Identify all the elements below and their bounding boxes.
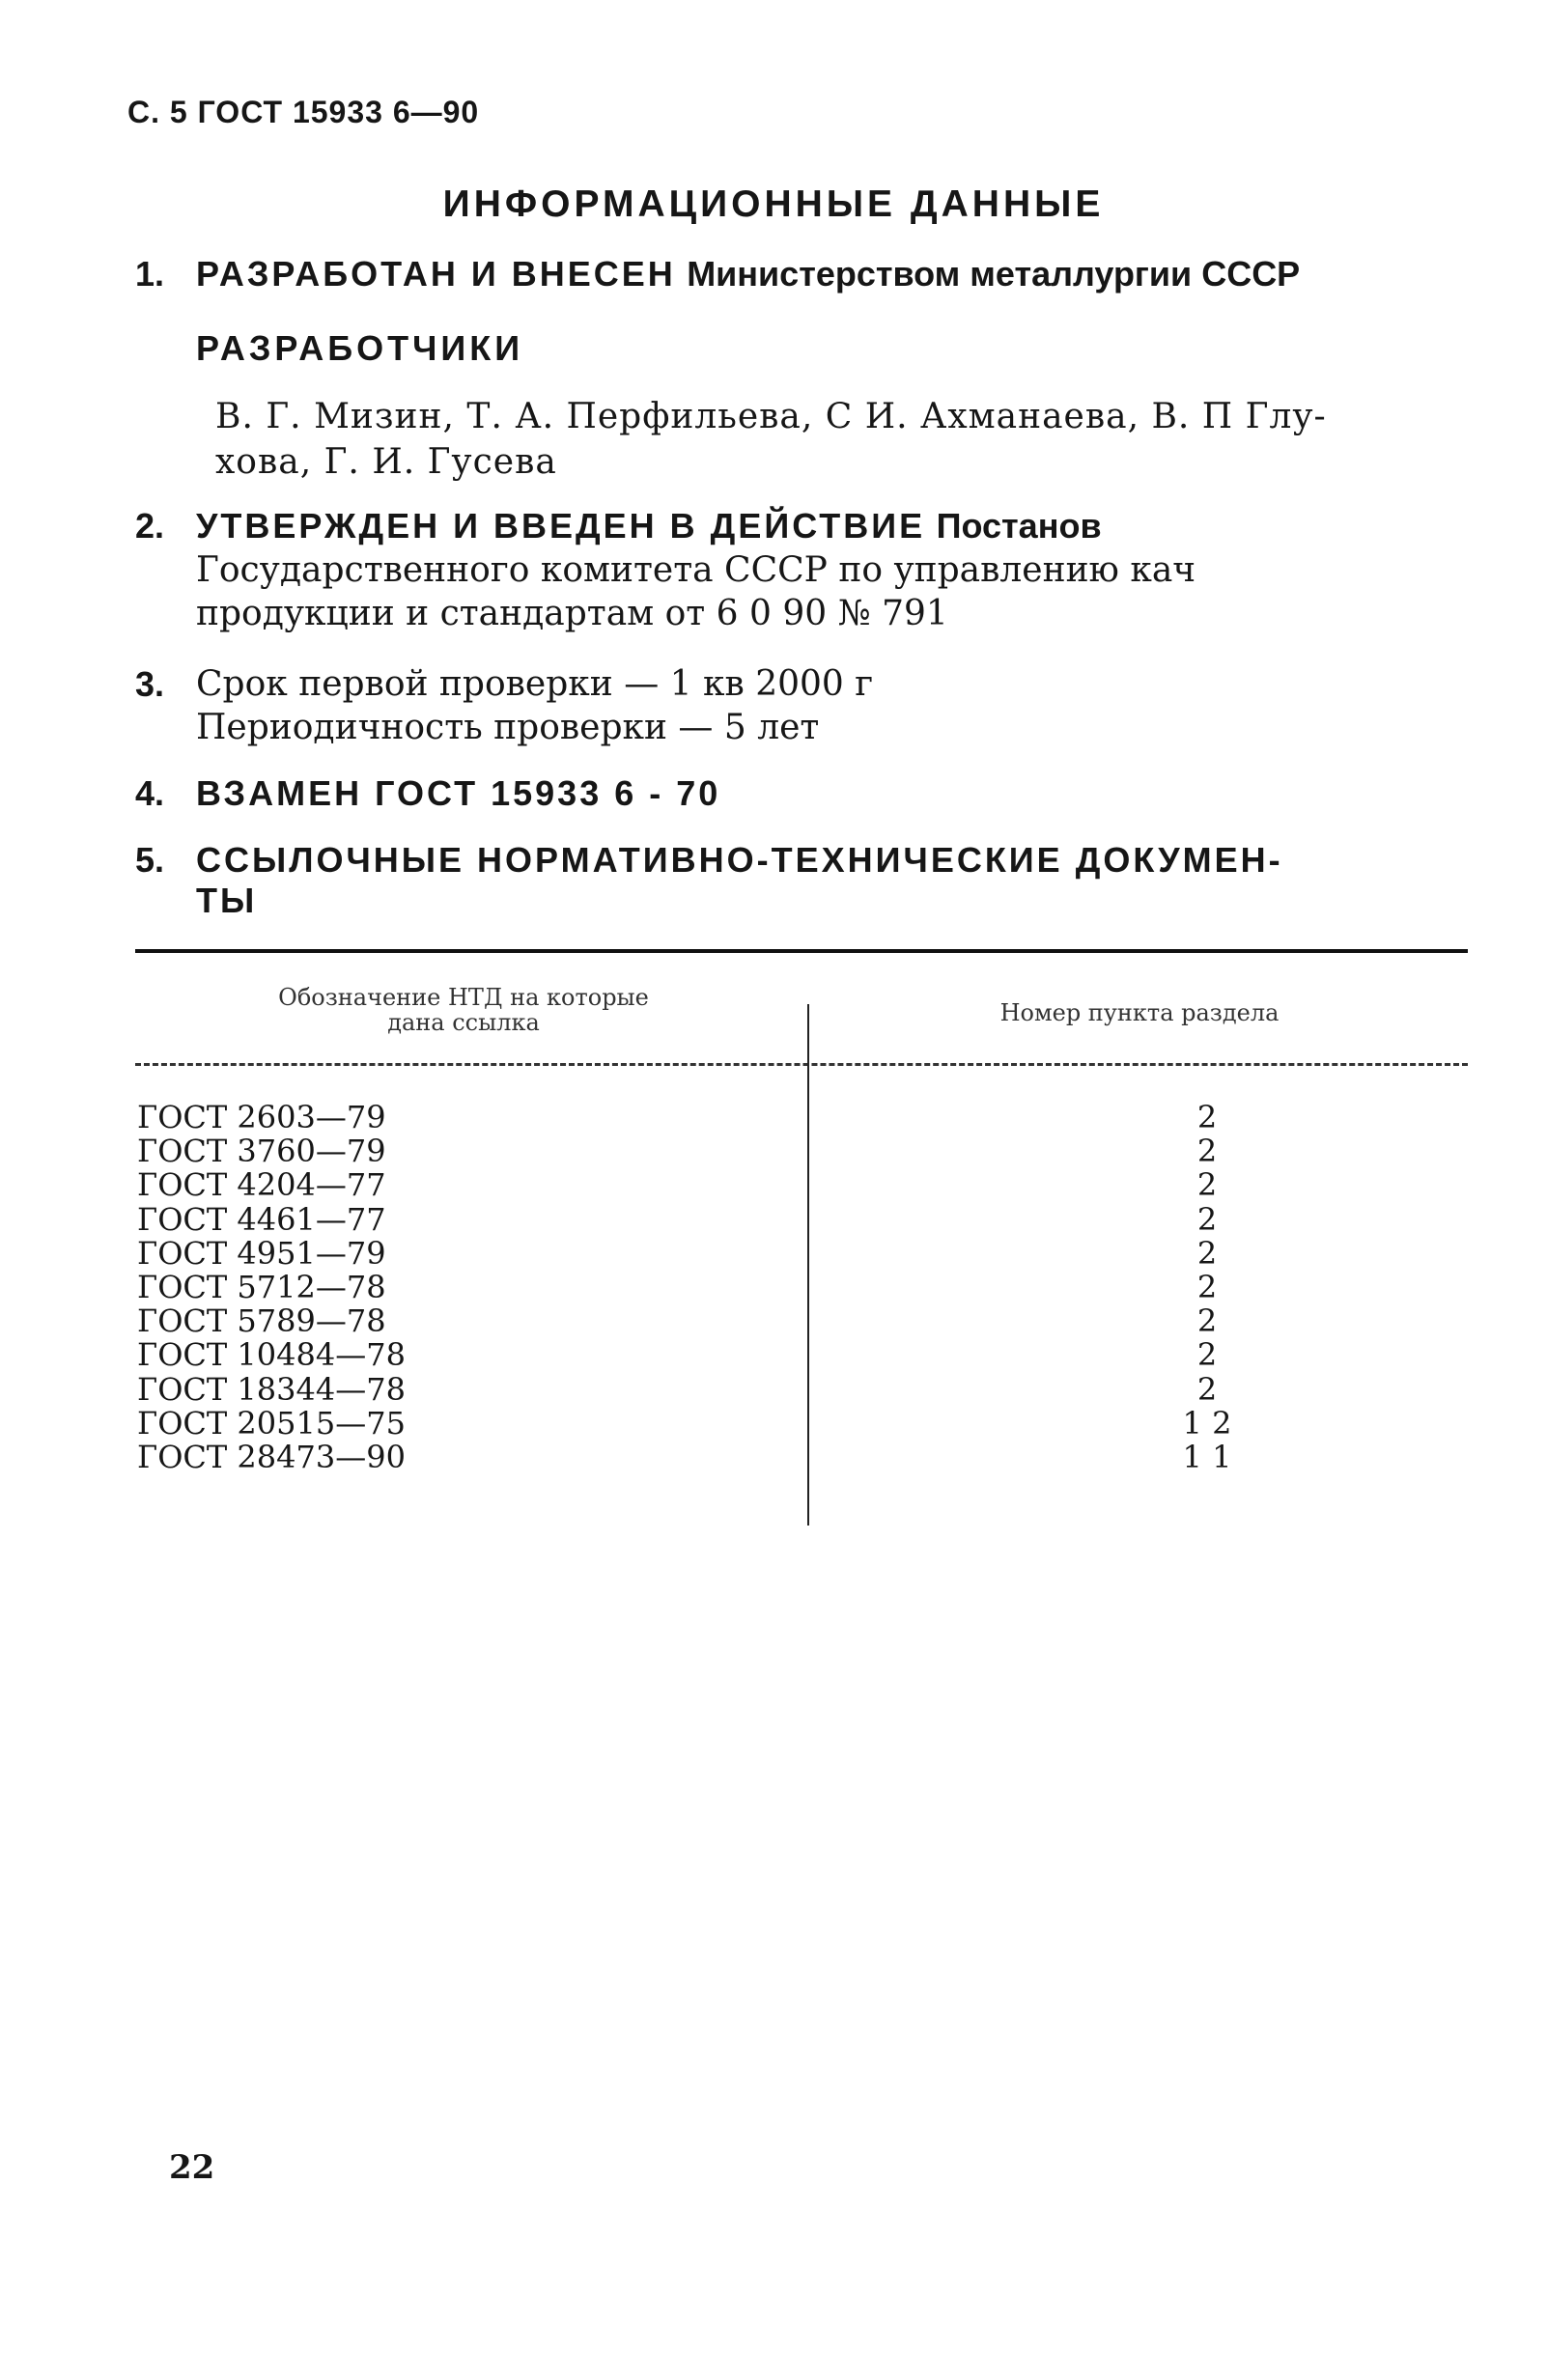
item-text: Постанов — [936, 506, 1102, 546]
item-caps-text: ТЫ — [196, 881, 258, 920]
table-row — [137, 1404, 1470, 1442]
table-cell-code: ГОСТ 5712—78 — [137, 1268, 386, 1305]
table-header-line: Обозначение НТД на которые — [278, 984, 649, 1011]
item-number: 1. — [135, 254, 165, 294]
item-number: 4. — [135, 773, 165, 813]
developers-line: В. Г. Мизин, Т. А. Перфильева, С И. Ахманаева, В. П Глу- — [215, 397, 1327, 436]
table-row — [137, 1101, 1470, 1134]
table-cell-clause: 2 — [1196, 1099, 1218, 1135]
table-cell-clause: 2 — [1196, 1336, 1218, 1374]
developers-line: хова, Г. И. Гусева — [215, 442, 557, 482]
document-title: ИНФОРМАЦИОННЫЕ ДАННЫЕ — [442, 183, 1105, 225]
table-cell-clause: 2 — [1196, 1200, 1218, 1238]
item-text: Министерством металлургии СССР — [687, 254, 1301, 294]
table-cell-clause: 2 — [1196, 1166, 1218, 1204]
item-text-line: Срок первой проверки — 1 кв 2000 г — [196, 664, 874, 704]
item-caps-text: ССЫЛОЧНЫЕ НОРМАТИВНО-ТЕХНИЧЕСКИЕ ДОКУМЕН- — [196, 840, 1283, 880]
table-row — [137, 1134, 1470, 1168]
item-number: 5. — [135, 840, 165, 880]
table-cell-clause: 2 — [1196, 1302, 1218, 1340]
table-cell-clause: 2 — [1196, 1234, 1218, 1272]
item-number: 2. — [135, 506, 165, 546]
developers-heading: РАЗРАБОТЧИКИ — [196, 328, 524, 368]
table-cell-code: ГОСТ 5789—78 — [137, 1302, 386, 1340]
table-row — [137, 1438, 1470, 1475]
table-row — [137, 1370, 1470, 1408]
table-cell-clause: 1 1 — [1182, 1438, 1232, 1475]
table-top-rule — [135, 949, 1468, 953]
item-caps-text: РАЗРАБОТАН И ВНЕСЕН — [196, 254, 676, 294]
table-cell-code: ГОСТ 2603—79 — [137, 1099, 386, 1135]
item-caps-text: ВЗАМЕН ГОСТ 15933 6 - 70 — [196, 773, 721, 813]
item-text-line: продукции и стандартам от 6 0 90 № 791 — [196, 594, 948, 633]
table-cell-code: ГОСТ 28473—90 — [137, 1438, 406, 1475]
table-cell-code: ГОСТ 10484—78 — [137, 1336, 406, 1374]
table-row — [137, 1304, 1470, 1338]
table-row — [137, 1268, 1470, 1305]
item-text-line: Государственного комитета СССР по управлению кач — [196, 550, 1196, 590]
table-cell-code: ГОСТ 18344—78 — [137, 1370, 406, 1408]
table-header-designation — [232, 985, 695, 1035]
table-cell-clause: 2 — [1196, 1268, 1218, 1305]
table-header-rule — [135, 1063, 1468, 1066]
table-cell-code: ГОСТ 4461—77 — [137, 1200, 386, 1238]
table-cell-code: ГОСТ 3760—79 — [137, 1133, 386, 1170]
page-number: 22 — [169, 2148, 215, 2187]
item-text-line: Периодичность проверки — 5 лет — [196, 708, 820, 747]
reference-table-body — [137, 1101, 1470, 1474]
table-cell-clause: 1 2 — [1182, 1404, 1232, 1442]
table-cell-code: ГОСТ 20515—75 — [137, 1404, 406, 1442]
item-number: 3. — [135, 664, 165, 704]
page-header-reference: С. 5 ГОСТ 15933 6—90 — [127, 95, 480, 129]
table-row — [137, 1200, 1470, 1238]
item-caps-text: УТВЕРЖДЕН И ВВЕДЕН В ДЕЙСТВИЕ — [196, 506, 926, 546]
table-cell-code: ГОСТ 4951—79 — [137, 1234, 386, 1272]
table-cell-clause: 2 — [1196, 1133, 1218, 1170]
table-cell-clause: 2 — [1196, 1370, 1218, 1408]
table-header-line: дана ссылка — [387, 1009, 540, 1036]
table-cell-code: ГОСТ 4204—77 — [137, 1166, 386, 1204]
developers-list — [215, 394, 1471, 485]
table-row — [137, 1338, 1470, 1372]
table-row — [137, 1234, 1470, 1272]
table-header-clause: Номер пункта раздела — [999, 999, 1280, 1026]
table-row — [137, 1168, 1470, 1202]
